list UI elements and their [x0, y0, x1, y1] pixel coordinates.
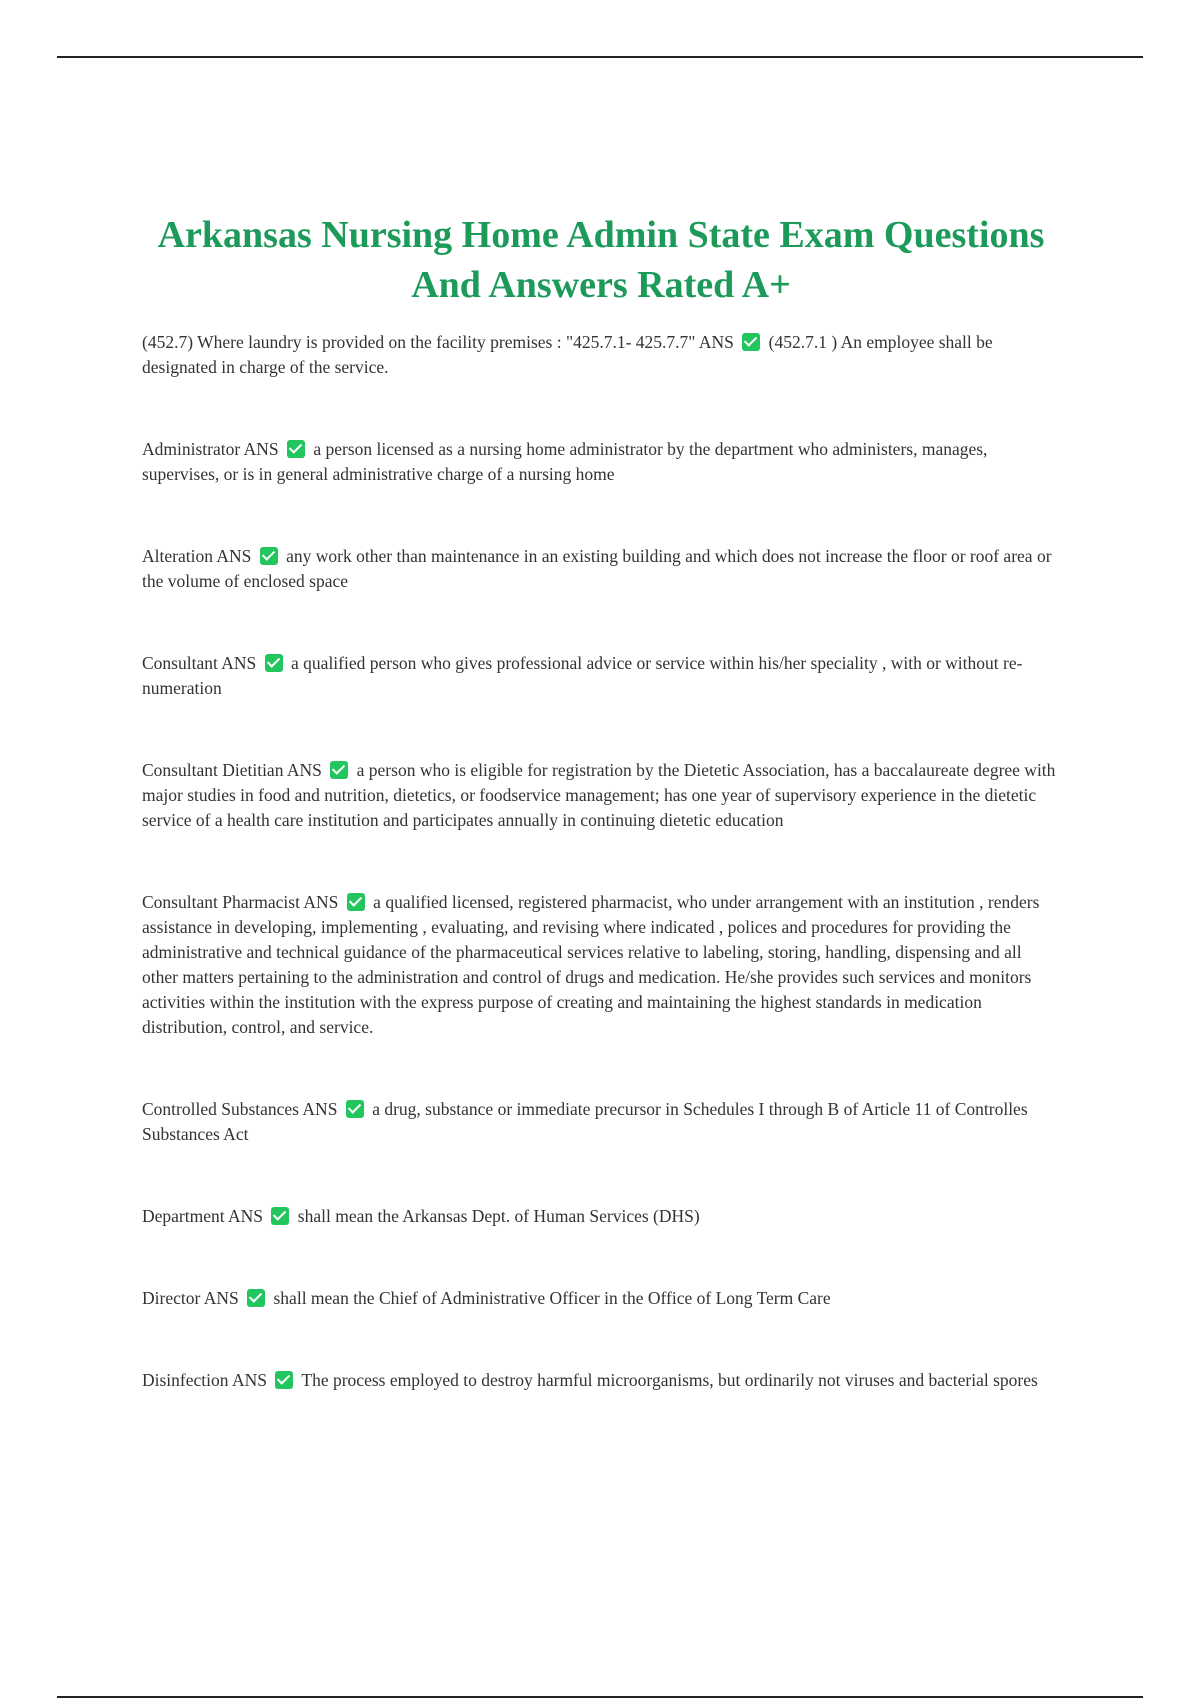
checkmark-icon	[347, 893, 365, 911]
ans-marker: ANS	[303, 892, 339, 912]
ans-marker: ANS	[203, 1288, 239, 1308]
qa-answer: a qualified person who gives professional advice or service within his/her speciality , with or without re-numeration	[142, 653, 1023, 698]
qa-answer: a person who is eligible for registration by the Dietetic Association, has a baccalaureate degree with major studies in food and nutrition, dietetics, or foodservice management; has one year of supervisory experience in the dietetic service of a health care institution and participates annually in continuing dietetic education	[142, 760, 1056, 830]
qa-item	[142, 758, 1060, 833]
qa-item	[142, 651, 1060, 701]
qa-term: Department	[142, 1206, 225, 1226]
checkmark-icon	[346, 1100, 364, 1118]
bottom-divider	[57, 1696, 1143, 1698]
qa-item	[142, 1097, 1060, 1147]
checkmark-icon	[247, 1289, 265, 1307]
checkmark-icon	[271, 1207, 289, 1225]
checkmark-icon	[742, 333, 760, 351]
qa-answer: a drug, substance or immediate precursor in Schedules I through B of Article 11 of Controlles Substances Act	[142, 1099, 1028, 1144]
qa-item	[142, 890, 1060, 1040]
checkmark-icon	[265, 654, 283, 672]
checkmark-icon	[287, 440, 305, 458]
ans-marker: ANS	[243, 439, 279, 459]
qa-term: Controlled Substances	[142, 1099, 299, 1119]
checkmark-icon	[330, 761, 348, 779]
qa-answer: shall mean the Chief of Administrative Officer in the Office of Long Term Care	[273, 1288, 831, 1308]
qa-term: Consultant Pharmacist	[142, 892, 300, 912]
qa-item	[142, 437, 1060, 487]
qa-item	[142, 1204, 1060, 1229]
qa-answer: (452.7.1 ) An employee shall be designated in charge of the service.	[142, 332, 993, 377]
qa-item	[142, 544, 1060, 594]
qa-term: (452.7) Where laundry is provided on the facility premises : "425.7.1- 425.7.7"	[142, 332, 696, 352]
ans-marker: ANS	[302, 1099, 338, 1119]
document-body	[142, 210, 1060, 1393]
qa-term: Alteration	[142, 546, 213, 566]
qa-answer: any work other than maintenance in an existing building and which does not increase the floor or roof area or the volume of enclosed space	[142, 546, 1052, 591]
qa-term: Consultant Dietitian	[142, 760, 284, 780]
qa-term: Administrator	[142, 439, 241, 459]
top-divider	[57, 56, 1143, 58]
qa-answer: The process employed to destroy harmful microorganisms, but ordinarily not viruses and bacterial spores	[301, 1370, 1038, 1390]
qa-answer: a qualified licensed, registered pharmacist, who under arrangement with an institution , renders assistance in developing, implementing , evaluating, and revising where indicated , polices and procedures for providing the administrative and technical guidance of the pharmaceutical services relative to labeling, storing, handling, dispensing and all other matters pertaining to the administration and control of drugs and medication. He/she provides such services and monitors activities within the institution with the express purpose of creating and maintaining the highest standards in medication distribution, control, and service.	[142, 892, 1040, 1037]
ans-marker: ANS	[216, 546, 252, 566]
qa-term: Director	[142, 1288, 201, 1308]
qa-term: Consultant	[142, 653, 218, 673]
ans-marker: ANS	[286, 760, 322, 780]
checkmark-icon	[275, 1371, 293, 1389]
qa-item	[142, 1286, 1060, 1311]
ans-marker: ANS	[228, 1206, 264, 1226]
checkmark-icon	[260, 547, 278, 565]
ans-marker: ANS	[231, 1370, 267, 1390]
qa-term: Disinfection	[142, 1370, 229, 1390]
document-title: Arkansas Nursing Home Admin State Exam Questions And Answers Rated A+	[157, 214, 1045, 306]
qa-answer: a person licensed as a nursing home administrator by the department who administers, manages, supervises, or is in general administrative charge of a nursing home	[142, 439, 988, 484]
ans-marker: ANS	[698, 332, 734, 352]
qa-answer: shall mean the Arkansas Dept. of Human Services (DHS)	[297, 1206, 700, 1226]
qa-item	[142, 330, 1060, 380]
qa-item	[142, 1368, 1060, 1393]
ans-marker: ANS	[221, 653, 257, 673]
